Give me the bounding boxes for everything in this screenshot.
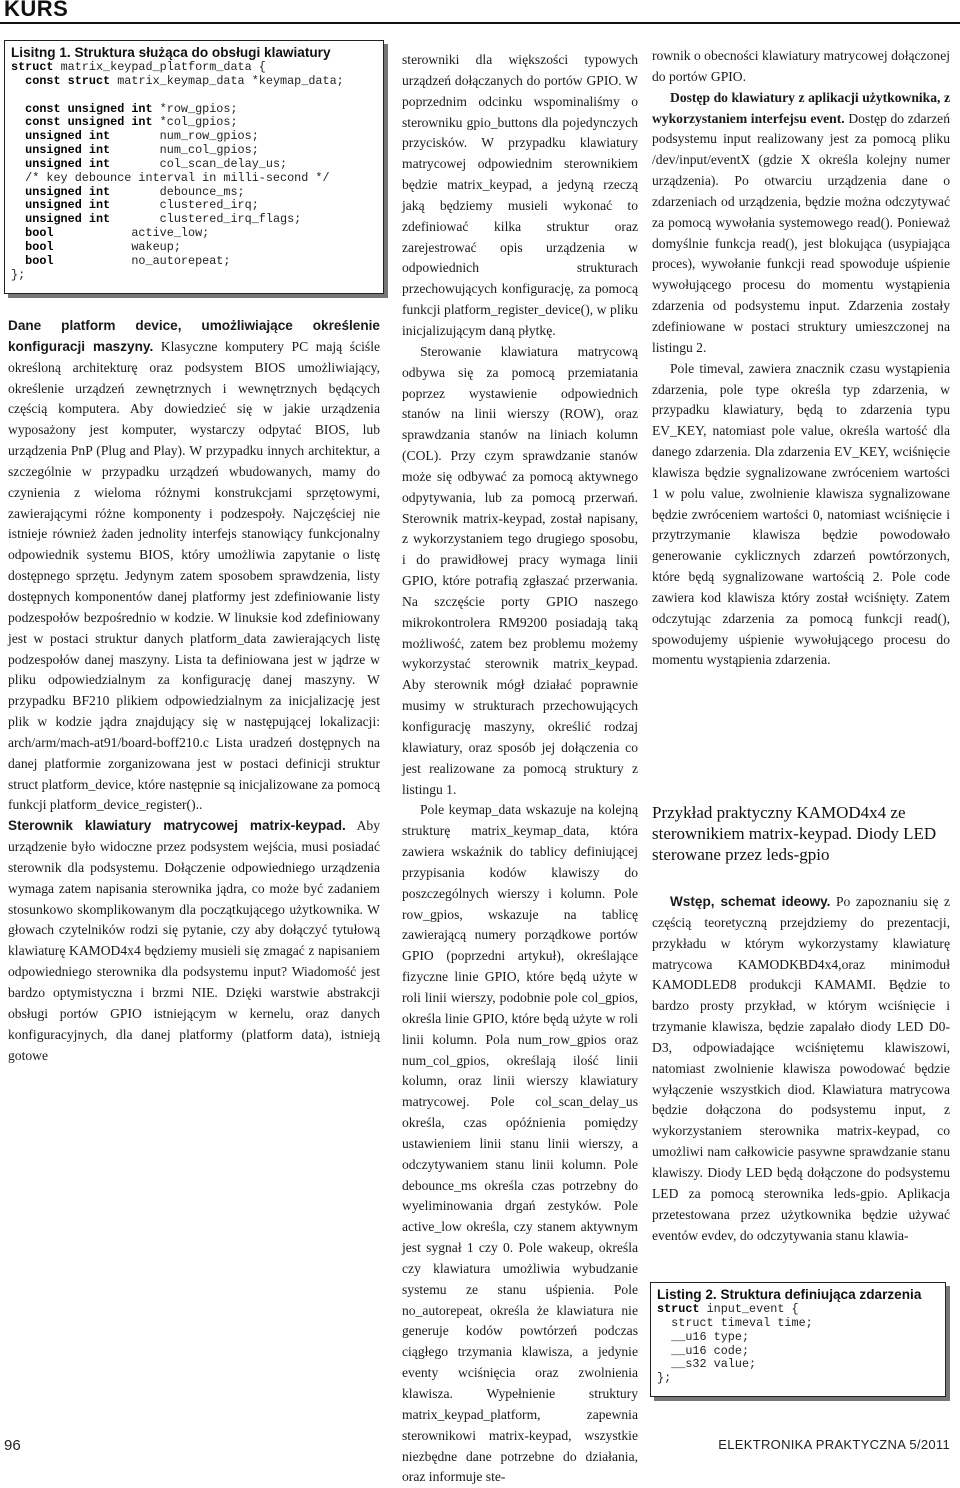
paragraph [652, 88, 950, 359]
paragraph [8, 316, 380, 816]
paragraph: sterowniki dla większości typowych urządzeń dołączanych do portów GPIO. W poprzednim odcinku wspominaliśmy o sterowniku gpio_buttons dla pojedynczych przycisków. W przypadku klawiatury matrycowej odpowiednim sterownikiem będzie matrix_keypad, a jedyną rzeczą jaką będziemy musieli wykonać to zdefiniować kilka struktur oraz zarejestrować opis urządzenia w odpowiednich strukturach przechowujących konfigurację, za pomocą funkcji platform_register_device(), w pliku inicjalizującym daną płytkę. [402, 52, 638, 338]
body-text: Klasyczne komputery PC mają ściśle określoną architekturę oraz podsystem BIOS umożliwiający, określenie urządzeń zewnętrznych i wewnętrznych będących częścią komputera. Aby dowiedzieć się w jakie urządzenia wyposażony jest komputer, wystarczy odpytać BIOS, lub urządzenia PnP (Plug and Play). W przypadku innych architektur, a szczególnie w przypadku urządzeń wbudowanych, mamy do czynienia z wieloma różnymi konstrukcjami sprzętowymi, zawierającymi różne komponenty i podzespoły. Najczęściej nie istnieje również żaden jednolity interfejs stanowiący funkcjonalny odpowiednik systemu BIOS, który umożliwia zapytanie o listę dostępnego sprzętu. Jedynym zatem sposobem sprawdzenia, listy dostępnych komponentów danej platformy jest zdefiniowanie listy podzespołów bezpośrednio w kodzie. W linuksie kod zdefiniowany jest w postaci struktur danych platform_data zawierających listę podzespołów danej maszyny. Lista ta definiowana jest w jądrze w pliku odpowiedzialnym za konfigurację danej maszyny. W przypadku BF210 plikiem odpowiedzialnym za inicjalizację jest plik w kodzie jądra znajdujący się w następującej lokalizacji: arch/arm/mach-at91/board-boff210.c Lista uradzeń dostępnych na danej platformie zorganizowana jest w postaci definicji struktur struct platform_device, które następnie są inicjalizowane za pomocą funkcji platform_device_register().. [8, 338, 381, 813]
code-line: unsigned int debounce_ms; [11, 184, 245, 199]
paragraph: rownik o obecności klawiatury matrycowej dołączonej do portów GPIO. [652, 48, 950, 84]
code-line: const unsigned int *row_gpios; [11, 101, 238, 116]
code-line: __s32 value; [657, 1357, 757, 1372]
listing-2 [650, 1282, 946, 1397]
code-line: const unsigned int *col_gpios; [11, 115, 238, 130]
column-3-continued [652, 892, 950, 1246]
code-line: bool wakeup; [11, 239, 181, 254]
listing-2-code [657, 1303, 945, 1386]
code-line: /* key debounce interval in milli-second */ [11, 170, 330, 185]
body-text: Aby urządzenie było widoczne przez podsystem wejścia, musi posiadać sterownik dla podsystemu. Dołączenie odpowiedniego urządzenia wymaga zatem napisania sterownika jądra, co może być zadaniem stosunkowo skomplikowanym dla początkującego użytkownika. W głowach czytelników rodzi się pytanie, czy aby dołączyć tytułową klawiaturę KAMOD4x4 będziemy musieli się zmagać z napisaniem odpowiedniego sterownika dla podsystemu input? Wiadomość jest bardzo optymistyczna i brzmi NIE. Dzięki warstwie abstrakcji obsługi portów GPIO istniejącym w kernelu, oraz danych konfiguracyjnych, dla danej platformy (platform data), istnieją gotowe [8, 818, 380, 1063]
paragraph: Pole timeval, zawiera znacznik czasu wystąpienia zdarzenia, pole type określa typ zdarzenia, w przypadku klawiatury, będą to zdarzenia typu EV_KEY, natomiast pole value, określa wartość dla danego zdarzenia. Dla zdarzenia EV_KEY, wciśnięcie klawisza będzie sygnalizowane zwróceniem wartości 1 w polu value, zwolnienie klawisza sygnalizowane będzie zwróceniem wartości 0, natomiast wciśnięcie i przytrzymanie klawisza będzie powodowało generowanie cyklicznych zdarzeń powtórzonych, które będą sygnalizowane wartością 2. Pole code zawiera kod klawisza który został wciśnięty. Zatem odczytując zdarzenia za pomocą funkcji read(), spowodujemy uśpienie wywołującego procesu do momentu wystąpienia zdarzenia. [652, 360, 950, 668]
code-line: bool active_low; [11, 226, 210, 241]
column-2 [402, 50, 638, 1488]
column-3 [652, 46, 950, 671]
lead-in: Dane platform device, umożliwiające określenie konfiguracji maszyny. [8, 318, 380, 354]
code-line: unsigned int num_row_gpios; [11, 129, 259, 144]
column-1 [8, 316, 380, 1066]
page-number: 96 [4, 1437, 21, 1454]
code-line: bool no_autorepeat; [11, 253, 231, 268]
code-line [11, 89, 383, 103]
header-rule [0, 22, 960, 24]
body-text: Po zapoznaniu się z częścią teoretyczną przejdziemy do prezentacji, przykładu w którym wykorzystamy klawiaturę matrycowa KAMODKBD4x4,oraz minimoduł KAMODLED8 produkcji KAMAMI. Będzie to bardzo prosty przykład, w którym wciśnięcie i trzymanie klawisza, będzie zapalało diody LED D0-D3, odpowiadające wciśniętemu klawiszowi, natomiast zwolnienie klawisza powodować będzie wyłączenie wszystkich diod. Klawiatura matrycowa będzie dołączona do podsystemu input, z wykorzystaniem sterownika matrix-keypad, co umożliwi nam całkowicie pasywne sprawdzanie stanu klawiszy. Diody LED będą dołączone do podsystemu LED za pomocą sterownika leds-gpio. Aplikacja przetestowana przez użytkownika będzie używać eventów evdev, do odczytywania stanu klawia- [652, 894, 950, 1243]
code-line: __u16 code; [657, 1343, 750, 1358]
code-line: unsigned int col_scan_delay_us; [11, 156, 288, 171]
code-line: __u16 type; [657, 1329, 750, 1344]
code-line: }; [657, 1371, 672, 1386]
code-line: struct matrix_keypad_platform_data { [11, 60, 266, 74]
code-line: unsigned int clustered_irq_flags; [11, 212, 302, 227]
lead-in: Wstęp, schemat ideowy. [670, 894, 831, 909]
body-text: Dostęp do zdarzeń podsystemu input realizowany jest za pomocą pliku /dev/input/eventX (gdzie X określa kolejny numer urządzenia). Po otwarciu urządzenia dane o zdarzeniach od urządzenia, będzie można odczytywać za pomocą wywołania systemowego read(). Ponieważ domyślnie funkcja read(), jest blokująca (usypiająca proces), wywołanie funkcji read spowoduje uśpienie wywołującego procesu do momentu wystąpienia zdarzenia od podsystemu input. Zdarzenia zostały zdefiniowane w postaci struktury umieszczonej na listingu 2. [652, 110, 950, 355]
paragraph: Sterowanie klawiatura matrycową odbywa się za pomocą przemiatania poprzez wystawienie odpowiednich stanów na linii wierszy (ROW), oraz sprawdzania stanów na liniach kolumn (COL). Przy czym sprawdzanie stanów może się odbywać za pomocą aktywnego odpytywania, lub za pomocą przerwań. Sterownik matrix-keypad, został napisany, z wykorzystaniem tego drugiego sposobu, i do prawidłowej pracy wymaga linii GPIO, które potrafią zgłaszać przerwania. Na szczęście porty GPIO naszego mikrokontrolera RM9200 posiadają taką możliwość, zatem bez problemu możemy wykorzystać sterownik matrix_keypad. Aby sterownik mógł działać poprawnie musimy w strukturach przechowujących konfigurację maszyny, określić rodzaj klawiatury, oraz sposób jej dołączenia co jest realizowane za pomocą struktury z listingu 1. [402, 343, 638, 797]
code-line: unsigned int clustered_irq; [11, 198, 259, 213]
magazine-issue: ELEKTRONIKA PRAKTYCZNA 5/2011 [718, 1437, 950, 1452]
code-line: unsigned int num_col_gpios; [11, 143, 259, 158]
code-line: struct input_event { [657, 1302, 799, 1316]
lead-in: Dostęp do klawiatury z aplikacji użytkownika, z wykorzystaniem interfejsu event. [652, 89, 950, 126]
code-line: struct timeval time; [657, 1315, 813, 1330]
code-line: const struct matrix_keymap_data *keymap_data; [11, 73, 344, 88]
section-kicker: KURS [4, 0, 69, 21]
page-header [0, 0, 960, 34]
paragraph: Pole keymap_data wskazuje na kolejną strukturę matrix_keymap_data, która zawiera wskaźnik do tablicy definiującej przypisania kodów klawiszy do poszczególnych wierszy i kolumn. Pole row_gpios, wskazuje na tablicę zawierającą numery porządkowe portów GPIO (poprzedni artykuł), określające fizyczne linie GPIO, które będą użyte w roli linii wierszy, podobnie pole col_gpios, określa linie GPIO, które będą użyte w roli linii kolumn. Pola num_row_gpios oraz num_col_gpios, określają ilość linii kolumn, oraz linii wierszy klawiatury matrycowej. Pole col_scan_delay_us określa, czas opóźnienia pomiędzy ustawieniem linii stanu linii wierszy, a odczytywaniem stanu linii kolumn. Pole debounce_ms określa czas potrzebny do wyeliminowania drgań zestyków. Pole active_low określa, czy stanem aktywnym jest sygnał 1 czy 0. Pole wakeup, określa czy klawiatura umożliwia wybudzanie systemu ze stanu uśpienia. Pole no_autorepeat, określa że klawiatura nie generuje kodów powtórzeń podczas ciągłego trzymania klawisza, a jedynie eventy wciśnięcia oraz zwolnienia klawisza. Wypełnienie struktury matrix_keypad_platform, zapewnia sterownikowi matrix-keypad, wszystkie niezbędne dane potrzebne do działania, oraz informuje ste- [402, 802, 638, 1485]
lead-in: Sterownik klawiatury matrycowej matrix-keypad. [8, 818, 346, 834]
section-heading: Przykład praktyczny KAMOD4x4 ze sterownikiem matrix-keypad. Diody LED sterowane przez leds-gpio [652, 803, 937, 864]
listing-1-title: Lisitng 1. Struktura służąca do obsługi klawiatury [11, 45, 331, 60]
listing-1 [4, 40, 384, 294]
code-line: }; [11, 267, 26, 282]
paragraph [8, 816, 380, 1066]
listing-2-title: Listing 2. Struktura definiująca zdarzenia [657, 1287, 922, 1302]
listing-1-code [11, 61, 383, 283]
paragraph [652, 892, 950, 1246]
